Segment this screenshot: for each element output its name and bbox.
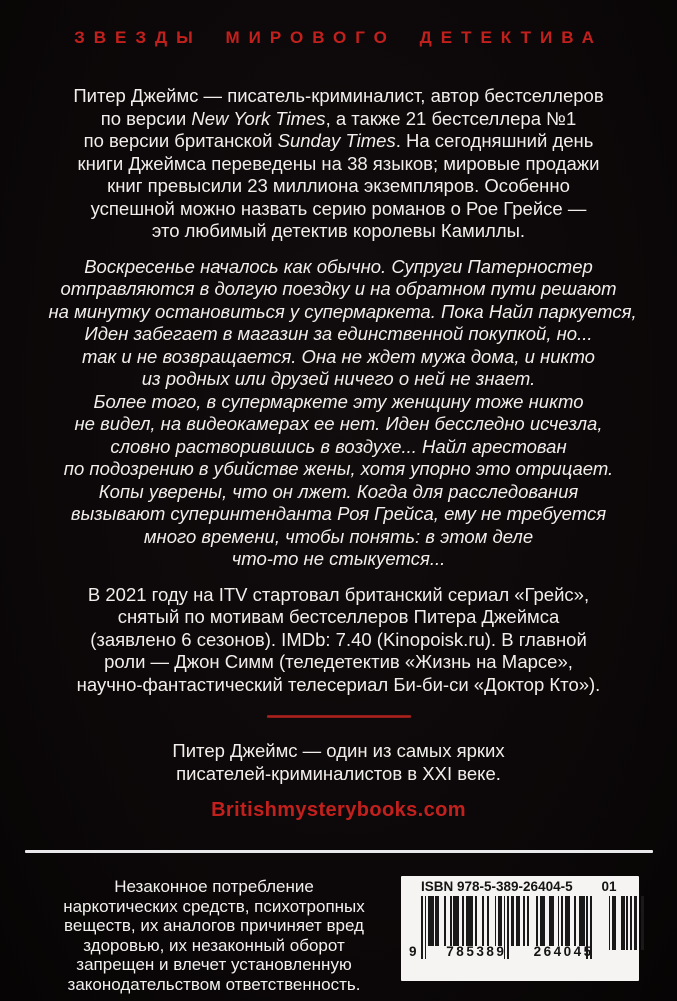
text-segment: Иден забегает в магазин за единственной покупкой, но...: [84, 323, 593, 344]
text-segment: книг превысили 23 миллиона экземпляров. Особенно: [107, 175, 570, 196]
text-line: [49, 584, 629, 607]
synopsis-paragraph: [48, 255, 637, 571]
info-paragraph: [49, 85, 629, 243]
text-line: [49, 198, 629, 221]
isbn-number: ISBN 978-5-389-26404-5: [421, 879, 573, 894]
text-line: [49, 481, 629, 504]
description-text: [0, 85, 677, 696]
text-segment: отправляются в долгую поездку и на обратном пути решают: [60, 278, 617, 299]
text-line: [49, 548, 629, 571]
text-segment: научно-фантастический телесериал Би-би-си «Доктор Кто»).: [76, 673, 601, 695]
info-paragraph: [49, 584, 629, 697]
text-segment: роли — Джон Симм (теледетектив «Жизнь на Марсе»,: [104, 651, 573, 672]
red-divider: [267, 715, 411, 718]
text-line: [49, 130, 629, 153]
text-line: [49, 629, 629, 652]
text-segment: снятый по мотивам бестселлеров Питера Джеймса: [117, 606, 560, 627]
series-title: ЗВЕЗДЫ МИРОВОГО ДЕТЕКТИВА: [74, 28, 603, 47]
text-line: [49, 153, 629, 176]
text-line: [49, 526, 629, 549]
text-segment: из родных или друзей ничего о ней не знает.: [141, 368, 536, 389]
text-segment: Более того, в супермаркете эту женщину тоже никто: [93, 390, 584, 412]
text-segment: книги Джеймса переведены на 38 языков; мировые продажи: [77, 152, 600, 174]
text-line: [48, 300, 637, 324]
barcode: [401, 876, 639, 981]
text-line: [0, 762, 677, 785]
text-segment: , а также 21 бестселлера №1: [325, 107, 577, 129]
ean-digits-right-group: 264045: [533, 944, 594, 959]
text-line: [0, 739, 677, 762]
text-segment: запрещен и влечет установленную: [76, 955, 352, 974]
text-line: [28, 897, 400, 917]
text-line: [49, 278, 629, 301]
text-segment: В 2021 году на ITV стартовал британский сериал «Грейс»,: [87, 583, 590, 605]
text-line: [28, 916, 400, 936]
text-segment: (заявлено 6 сезонов). IMDb: 7.40 (Kinopoisk.ru). В главной: [90, 628, 587, 650]
barcode-labels: [411, 879, 631, 895]
text-line: [49, 458, 629, 481]
text-segment: это любимый детектив королевы Камиллы.: [151, 220, 526, 241]
text-segment: наркотических средств, психотропных: [63, 896, 365, 916]
text-segment: вызывают суперинтенданта Роя Грейса, ему не требуется: [70, 503, 607, 524]
text-segment: так и не возвращается. Она не ждет мужа дома, и никто: [82, 345, 595, 367]
ean-digits-left-group: 785389: [446, 944, 507, 959]
text-segment: Питер Джеймс — один из самых ярких: [172, 740, 505, 761]
text-line: [28, 955, 400, 975]
text-line: [49, 175, 629, 198]
bottom-strip: [0, 853, 677, 994]
text-segment: по версии британской: [83, 130, 278, 151]
barcode-bar: [643, 896, 645, 950]
text-line: [49, 674, 629, 697]
text-line: [49, 346, 629, 369]
text-line: [28, 936, 400, 956]
ean2-addon-bars: [607, 896, 645, 950]
text-line: [28, 877, 400, 897]
text-segment: New York Times: [191, 107, 326, 129]
text-segment: по подозрению в убийстве жены, хотя упорно это отрицает.: [63, 458, 614, 479]
text-line: [49, 606, 629, 629]
text-line: [49, 503, 629, 526]
text-line: [49, 368, 629, 391]
text-segment: писателей-криминалистов в XXI веке.: [176, 763, 501, 784]
text-segment: Копы уверены, что он лжет. Когда для расследования: [98, 480, 579, 502]
barcode-main: [409, 896, 594, 959]
text-line: [49, 256, 629, 279]
text-line: [49, 108, 629, 131]
barcode-addon-code: 01: [601, 879, 617, 894]
text-segment: здоровью, их незаконный оборот: [83, 935, 345, 955]
ean13-digits: [409, 945, 594, 959]
text-segment: по версии: [100, 107, 192, 129]
text-segment: . На сегодняшний день: [395, 130, 594, 151]
author-tagline: [0, 739, 677, 785]
text-line: [49, 85, 629, 108]
website-link: Britishmysterybooks.com: [211, 799, 466, 821]
text-segment: Sunday Times: [277, 130, 396, 151]
text-line: [49, 391, 629, 414]
text-line: [49, 323, 629, 346]
text-segment: много времени, чтобы понять: в этом деле: [143, 525, 534, 547]
text-segment: что-то не стыкуется...: [231, 548, 446, 569]
text-segment: Незаконное потребление: [114, 877, 314, 896]
text-segment: Воскресенье началось как обычно. Супруги Патерностер: [84, 255, 593, 277]
text-line: [49, 651, 629, 674]
text-segment: Питер Джеймс — писатель-криминалист, автор бестселлеров: [73, 85, 604, 106]
text-segment: законодательством ответственность.: [67, 974, 361, 994]
text-segment: на минутку остановиться у супермаркета. Пока Найл паркуется,: [48, 300, 637, 322]
text-segment: веществ, их аналогов причиняет вред: [64, 916, 364, 935]
text-segment: успешной можно назвать серию романов о Рое Грейсе —: [90, 197, 587, 219]
legal-notice: [28, 876, 400, 994]
text-segment: словно растворившись в воздухе... Найл арестован: [110, 435, 567, 457]
text-segment: не видел, на видеокамерах ее нет. Иден бесследно исчезла,: [74, 413, 603, 434]
text-line: [49, 220, 629, 243]
text-line: [28, 975, 400, 995]
barcode-bars: [411, 896, 631, 959]
text-line: [49, 436, 629, 459]
ean-digit-lead: 9: [409, 944, 420, 959]
text-line: [49, 413, 629, 436]
